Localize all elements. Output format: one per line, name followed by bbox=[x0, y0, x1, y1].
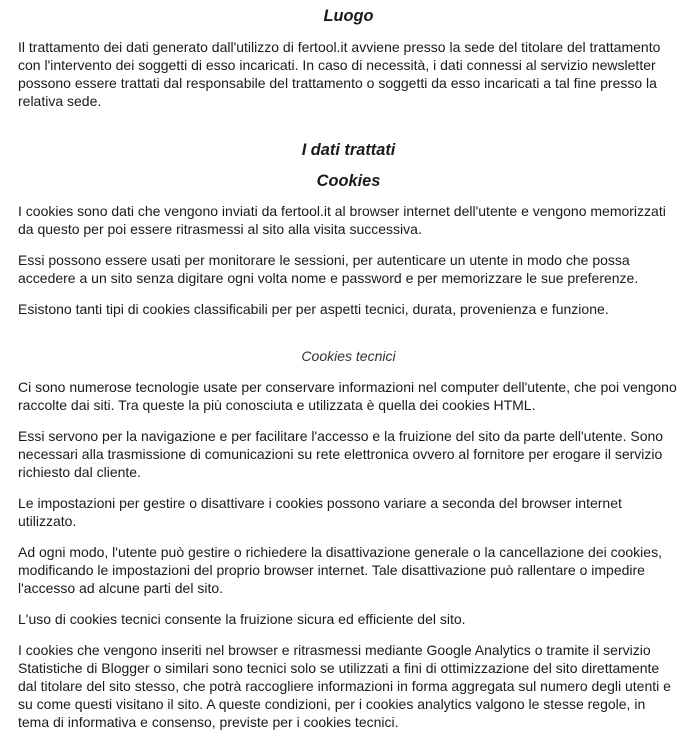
heading-dati-trattati: I dati trattati bbox=[301, 141, 396, 159]
heading-cookies: Cookies bbox=[316, 172, 381, 190]
paragraph-tecnici-3: Le impostazioni per gestire o disattivare i cookies possono variare a seconda del browser internet utilizzato. bbox=[18, 495, 622, 529]
paragraph-luogo: Il trattamento dei dati generato dall'utilizzo di fertool.it avviene presso la sede del titolare del trattamento con l'intervento dei soggetti di esso incaricati. In caso di necessità, i dati connessi al servizio newsletter possono essere trattati dal responsabile del trattamento o soggetti da esso incaricati a tal fine presso la relativa sede. bbox=[18, 39, 661, 109]
heading-luogo: Luogo bbox=[323, 7, 374, 25]
paragraph-cookies-3: Esistono tanti tipi di cookies classificabili per per aspetti tecnici, durata, provenienza e funzione. bbox=[18, 301, 609, 317]
paragraph-tecnici-1: Ci sono numerose tecnologie usate per conservare informazioni nel computer dell'utente, che poi vengono raccolte dai siti. Tra queste la più conosciuta e utilizzata è quella dei cookies HTML. bbox=[18, 379, 677, 413]
paragraph-cookies-1: I cookies sono dati che vengono inviati da fertool.it al browser internet dell'utente e vengono memorizzati da questo per poi essere ritrasmessi al sito alla visita successiva. bbox=[18, 203, 666, 237]
paragraph-tecnici-2: Essi servono per la navigazione e per facilitare l'accesso e la fruizione del sito da parte dell'utente. Sono necessari alla trasmissione di comunicazioni su rete elettronica ovvero al fornitore per erogare il servizio richiesto dal cliente. bbox=[18, 428, 664, 480]
paragraph-tecnici-6: I cookies che vengono inseriti nel browser e ritrasmessi mediante Google Analytics o tramite il servizio Statistiche di Blogger o similari sono tecnici solo se utilizzati a fini di ottimizzazione del sito direttamente dal titolare del sito stesso, che potrà raccogliere informazioni in forma aggregata sul numero degli utenti e su come questi visitano il sito. A queste condizioni, per i cookies analytics valgono le stesse regole, in tema di informativa e consenso, previste per i cookies tecnici. bbox=[18, 642, 671, 730]
paragraph-tecnici-4: Ad ogni modo, l'utente può gestire o richiedere la disattivazione generale o la cancellazione dei cookies, modificando le impostazioni del proprio browser internet. Tale disattivazione può rallentare o impedire l'accesso ad alcune parti del sito. bbox=[18, 544, 662, 596]
heading-cookies-tecnici: Cookies tecnici bbox=[301, 348, 396, 364]
paragraph-tecnici-5: L'uso di cookies tecnici consente la fruizione sicura ed efficiente del sito. bbox=[18, 611, 466, 627]
paragraph-cookies-2: Essi possono essere usati per monitorare le sessioni, per autenticare un utente in modo che possa accedere a un sito senza digitare ogni volta nome e password e per memorizzare le sue preferenze. bbox=[18, 252, 639, 286]
